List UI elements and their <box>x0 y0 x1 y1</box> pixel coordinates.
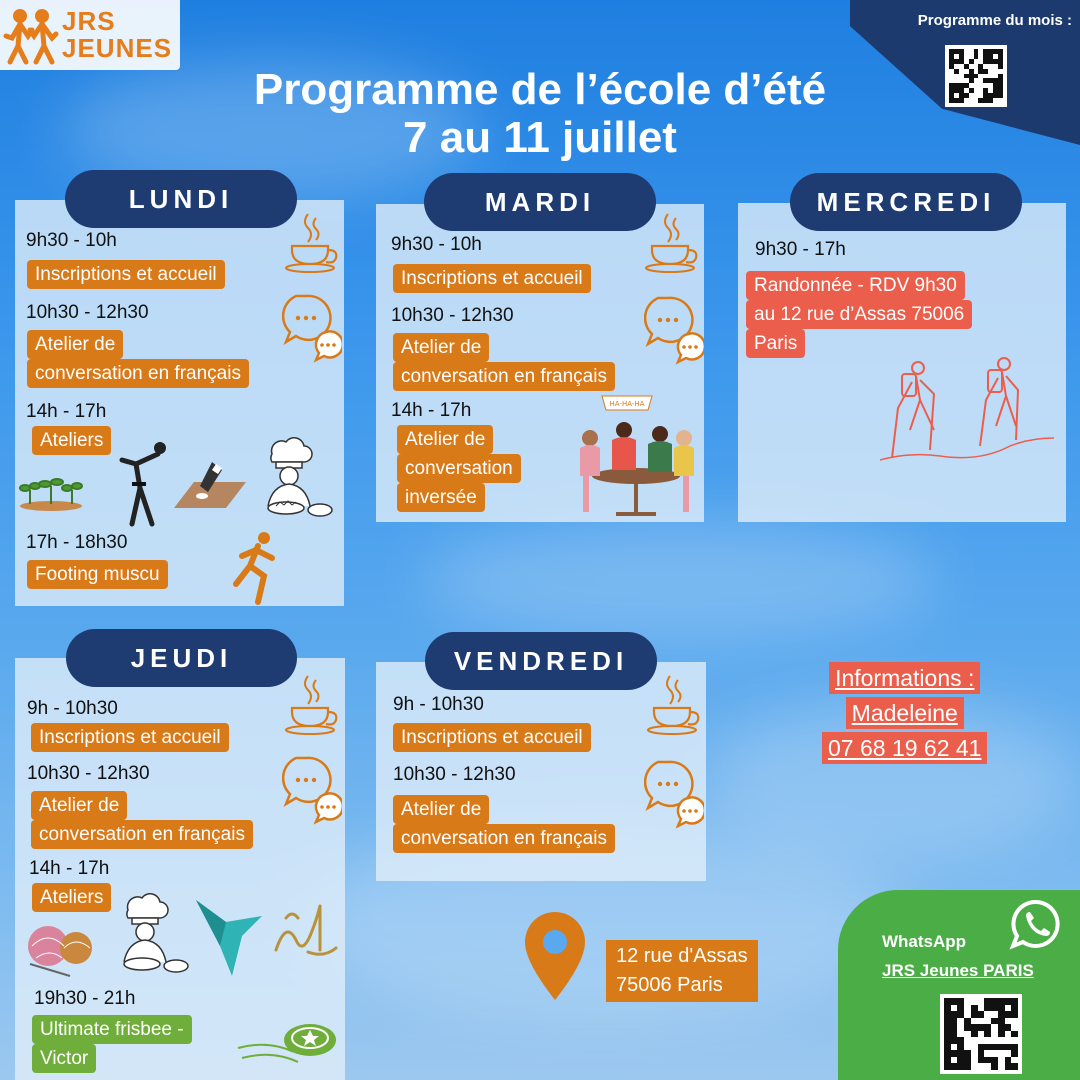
activity-tag-line1: Randonnée - RDV 9h30 <box>746 271 965 300</box>
address-line2: 75006 Paris <box>616 974 723 996</box>
qr-module <box>964 1063 971 1070</box>
time-slot: 14h - 17h <box>29 858 110 879</box>
coffee-cup-icon <box>284 672 340 736</box>
day-vendredi: VENDREDI <box>425 632 657 690</box>
yarn-icon <box>26 918 98 978</box>
calligraphy-icon <box>268 900 340 964</box>
chef-icon <box>246 436 336 524</box>
qr-module <box>991 1063 998 1070</box>
time-slot: 10h30 - 12h30 <box>27 763 150 784</box>
qr-module <box>1005 1063 1012 1070</box>
time-slot: 9h30 - 10h <box>391 234 482 255</box>
coffee-cup-icon <box>284 210 340 274</box>
chat-bubbles-icon <box>644 296 704 366</box>
qr-module <box>944 1063 951 1070</box>
whatsapp-icon[interactable] <box>1008 898 1062 952</box>
activity-tag-line2: Victor <box>32 1044 96 1073</box>
activity-tag: Footing muscu <box>27 560 168 589</box>
time-slot: 14h - 17h <box>26 401 107 422</box>
activity-tag-line1: Atelier de <box>393 333 489 362</box>
activity-tag-line1: Atelier de <box>397 425 493 454</box>
info-label: Informations : <box>829 662 980 694</box>
whatsapp-qr-code[interactable] <box>940 994 1022 1074</box>
activity-tag: Inscriptions et accueil <box>393 723 591 752</box>
activity-tag-line3: inversée <box>397 483 485 512</box>
qr-module <box>971 1063 978 1070</box>
logo-line1: JRS <box>62 6 116 36</box>
jrs-jeunes-logo <box>0 0 180 70</box>
qr-module <box>951 1063 958 1070</box>
runner-icon <box>228 530 284 606</box>
chat-bubbles-icon <box>282 756 342 826</box>
activity-tag-line3: Paris <box>746 329 805 358</box>
time-slot: 9h - 10h30 <box>393 694 484 715</box>
activity-tag: Inscriptions et accueil <box>27 260 225 289</box>
activity-tag: Inscriptions et accueil <box>393 264 591 293</box>
activity-tag: Ateliers <box>32 426 111 455</box>
group-conversation-icon <box>566 394 704 520</box>
time-slot: 9h30 - 10h <box>26 230 117 251</box>
time-slot: 9h - 10h30 <box>27 698 118 719</box>
origami-bird-icon <box>186 892 266 978</box>
qr-module <box>998 1063 1005 1070</box>
chef-icon <box>102 892 192 980</box>
activity-tag: Ateliers <box>32 883 111 912</box>
activity-tag-line2: conversation en français <box>27 359 249 388</box>
seedlings-icon <box>18 466 84 512</box>
activity-tag-line1: Ultimate frisbee - <box>32 1015 192 1044</box>
qr-module <box>984 1063 991 1070</box>
time-slot: 14h - 17h <box>391 400 472 421</box>
time-slot: 10h30 - 12h30 <box>391 305 514 326</box>
location-pin-icon <box>522 910 588 1002</box>
time-slot: 10h30 - 12h30 <box>393 764 516 785</box>
activity-tag: Inscriptions et accueil <box>31 723 229 752</box>
frisbee-icon <box>236 1018 338 1064</box>
speech-text: HA-HA-HA <box>609 400 645 408</box>
activity-tag-line2: conversation en français <box>31 820 253 849</box>
day-lundi: LUNDI <box>65 170 297 228</box>
info-box <box>822 662 987 767</box>
activity-tag-line1: Atelier de <box>31 791 127 820</box>
qr-module <box>978 1063 985 1070</box>
chat-bubbles-icon <box>644 760 704 830</box>
time-slot: 17h - 18h30 <box>26 532 128 553</box>
activity-tag-line2: au 12 rue d’Assas 75006 <box>746 300 972 329</box>
qr-module <box>957 1063 964 1070</box>
day-mardi: MARDI <box>424 173 656 231</box>
coffee-cup-icon <box>644 210 700 274</box>
activity-tag-line2: conversation en français <box>393 362 615 391</box>
phone-link[interactable]: 07 68 19 62 41 <box>822 732 987 764</box>
whatsapp-group-link[interactable]: JRS Jeunes PARIS <box>882 961 1034 980</box>
activity-tag-line1: Atelier de <box>27 330 123 359</box>
people-logo-icon <box>2 6 60 66</box>
activity-tag-line1: Atelier de <box>393 795 489 824</box>
day-jeudi: JEUDI <box>66 629 297 687</box>
logo-line2: JEUNES <box>62 33 173 63</box>
time-slot: 10h30 - 12h30 <box>26 302 149 323</box>
monthly-program-label: Programme du mois : <box>917 12 1072 29</box>
qr-module <box>1011 1063 1018 1070</box>
chat-bubbles-icon <box>282 294 342 364</box>
activity-tag-line2: conversation <box>397 454 521 483</box>
coffee-cup-icon <box>646 672 702 736</box>
time-slot: 9h30 - 17h <box>755 239 846 260</box>
karate-icon <box>112 438 172 528</box>
whatsapp-label: WhatsApp <box>882 932 967 951</box>
page-title-line2: 7 au 11 juillet <box>403 113 677 162</box>
address-box <box>606 940 758 1002</box>
contact-name-link[interactable]: Madeleine <box>846 697 964 729</box>
painting-icon <box>172 460 248 510</box>
day-mercredi: MERCREDI <box>790 173 1022 231</box>
time-slot: 19h30 - 21h <box>34 988 136 1009</box>
activity-tag-line2: conversation en français <box>393 824 615 853</box>
hikers-icon <box>876 354 1056 466</box>
page-title-line1: Programme de l’école d’été <box>253 65 827 114</box>
address-line1: 12 rue d'Assas <box>616 945 748 967</box>
